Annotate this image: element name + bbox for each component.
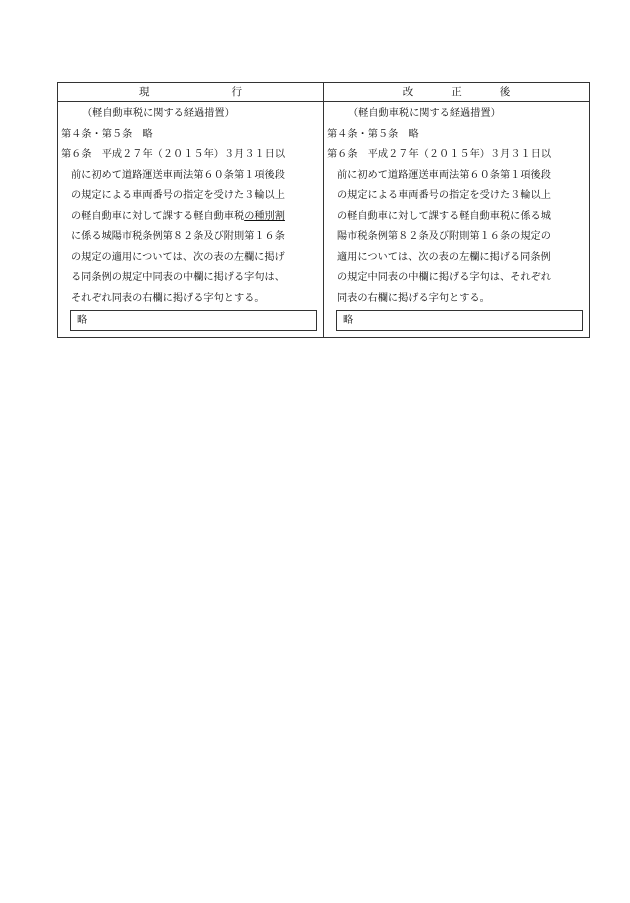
revised-article-6-first-line: 第６条 平成２７年（２０１５年）３月３１日以	[327, 149, 552, 160]
revised-column	[324, 102, 590, 338]
current-article-6-first-line: 第６条 平成２７年（２０１５年）３月３１日以	[61, 149, 286, 160]
current-body-line-text: の軽自動車に対して課する軽自動車税	[71, 210, 245, 222]
header-current	[58, 83, 324, 102]
current-body-line: る同条例の規定中同表の中欄に掲げる字句は、	[71, 272, 285, 283]
revised-omitted-table-box: 略	[336, 310, 583, 331]
revised-body-line: の規定中同表の中欄に掲げる字句は、それぞれ	[337, 272, 551, 283]
revised-caption: （軽自動車税に関する経過措置）	[348, 108, 501, 119]
current-caption: （軽自動車税に関する経過措置）	[82, 108, 235, 119]
current-body-line: それぞれ同表の右欄に掲げる字句とする。	[71, 292, 265, 304]
current-article-4-5: 第４条・第５条 略	[61, 128, 153, 140]
amended-phrase-underlined: の種別割	[244, 210, 285, 222]
revised-body-line: の規定による車両番号の指定を受けた３輪以上	[337, 190, 551, 201]
comparison-table	[57, 82, 590, 338]
header-revised	[324, 83, 590, 102]
header-revised-char-2: 正	[451, 86, 462, 98]
current-body-line: 前に初めて道路運送車両法第６０条第１項後段	[71, 169, 285, 181]
revised-body-line: 適用については、次の表の左欄に掲げる同条例	[337, 251, 551, 263]
current-column	[58, 102, 324, 338]
header-row	[58, 83, 590, 102]
current-body-line: の規定の適用については、次の表の左欄に掲げ	[71, 251, 285, 263]
current-body-line: に係る城陽市税条例第８２条及び附則第１６条	[71, 231, 285, 242]
header-current-char-2: 行	[231, 86, 242, 98]
current-body-line-amended	[61, 207, 320, 228]
revised-article-4-5: 第４条・第５条 略	[327, 128, 419, 140]
header-revised-char-1: 改	[402, 86, 414, 98]
header-revised-char-3: 後	[499, 86, 511, 98]
revised-body-line: 陽市税条例第８２条及び附則第１６条の規定の	[337, 231, 551, 242]
header-current-char-1: 現	[139, 86, 150, 98]
current-body-line: の規定による車両番号の指定を受けた３輪以上	[71, 190, 285, 201]
revised-body-line: の軽自動車に対して課する軽自動車税に係る城	[337, 210, 551, 222]
content-row	[58, 102, 590, 338]
current-omitted-table-box: 略	[70, 310, 317, 331]
revised-body-line: 同表の右欄に掲げる字句とする。	[337, 292, 490, 304]
revised-body-line: 前に初めて道路運送車両法第６０条第１項後段	[337, 169, 551, 181]
